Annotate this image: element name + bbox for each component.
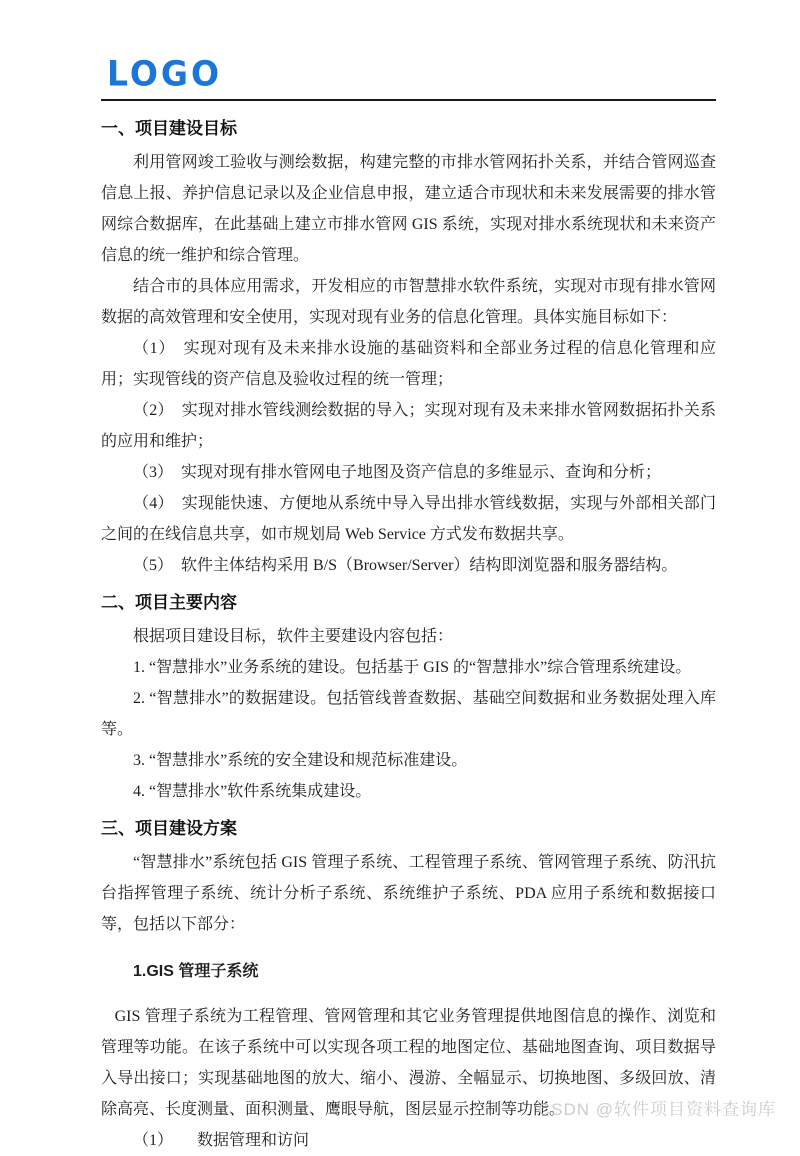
paragraph: 4. “智慧排水”软件系统集成建设。 (133, 783, 372, 800)
paragraph: （1） 数据管理和访问 (133, 1132, 310, 1149)
paragraph: （4） 实现能快速、方便地从系统中导入导出排水管线数据，实现与外部相关部门之间的在线信息共享，如市规划局 Web Service 方式发布数据共享。 (101, 495, 716, 543)
document-section (101, 590, 716, 807)
document-section (101, 116, 716, 581)
csdn-watermark: CSDN @软件项目资料查询库 (537, 1100, 776, 1119)
paragraph: “智慧排水”系统包括 GIS 管理子系统、工程管理子系统、管网管理子系统、防汛抗台指挥管理子系统、统计分析子系统、系统维护子系统、PDA 应用子系统和数据接口等，包括以下部分： (101, 854, 716, 933)
company-logo: LOGO (107, 53, 223, 94)
section-heading: 三、项目建设方案 (101, 819, 237, 838)
paragraph: （1） 实现对现有及未来排水设施的基础资料和全部业务过程的信息化管理和应用；实现管线的资产信息及验收过程的统一管理； (101, 340, 716, 388)
section-heading: 一、项目建设目标 (101, 119, 237, 138)
paragraph: 利用管网竣工验收与测绘数据，构建完整的市排水管网拓扑关系，并结合管网巡查信息上报、养护信息记录以及企业信息申报，建立适合市现状和未来发展需要的排水管网综合数据库，在此基础上建立市排水管网 GIS 系统，实现对排水系统现状和未来资产信息的统一维护和综合管理。 (101, 154, 716, 264)
sub-section-heading: 1.GIS 管理子系统 (133, 963, 259, 980)
paragraph: （5） 软件主体结构采用 B/S（Browser/Server）结构即浏览器和服务器结构。 (133, 557, 678, 574)
document-header (101, 0, 716, 101)
paragraph: 结合市的具体应用需求，开发相应的市智慧排水软件系统，实现对市现有排水管网数据的高效管理和安全使用，实现对现有业务的信息化管理。具体实施目标如下： (101, 278, 716, 326)
paragraph: （2） 实现对排水管线测绘数据的导入；实现对现有及未来排水管网数据拓扑关系的应用和维护； (101, 402, 716, 450)
paragraph: 3. “智慧排水”系统的安全建设和规范标准建设。 (133, 752, 468, 769)
paragraph: （3） 实现对现有排水管网电子地图及资产信息的多维显示、查询和分析； (133, 464, 662, 481)
paragraph: 根据项目建设目标，软件主要建设内容包括： (133, 628, 454, 645)
paragraph: 2. “智慧排水”的数据建设。包括管线普查数据、基础空间数据和业务数据处理入库等。 (101, 690, 716, 738)
paragraph: 1. “智慧排水”业务系统的建设。包括基于 GIS 的“智慧排水”综合管理系统建设。 (133, 659, 692, 676)
section-heading: 二、项目主要内容 (101, 593, 237, 612)
document-body (101, 101, 716, 1156)
paragraph: GIS 管理子系统为工程管理、管网管理和其它业务管理提供地图信息的操作、浏览和管理等功能。在该子系统中可以实现各项工程的地图定位、基础地图查询、项目数据导入导出接口；实现基础地图的放大、缩小、漫游、全幅显示、切换地图、多级回放、清除高亮、长度测量、面积测量、鹰眼导航，图层显示控制等功能。 (101, 1008, 716, 1118)
